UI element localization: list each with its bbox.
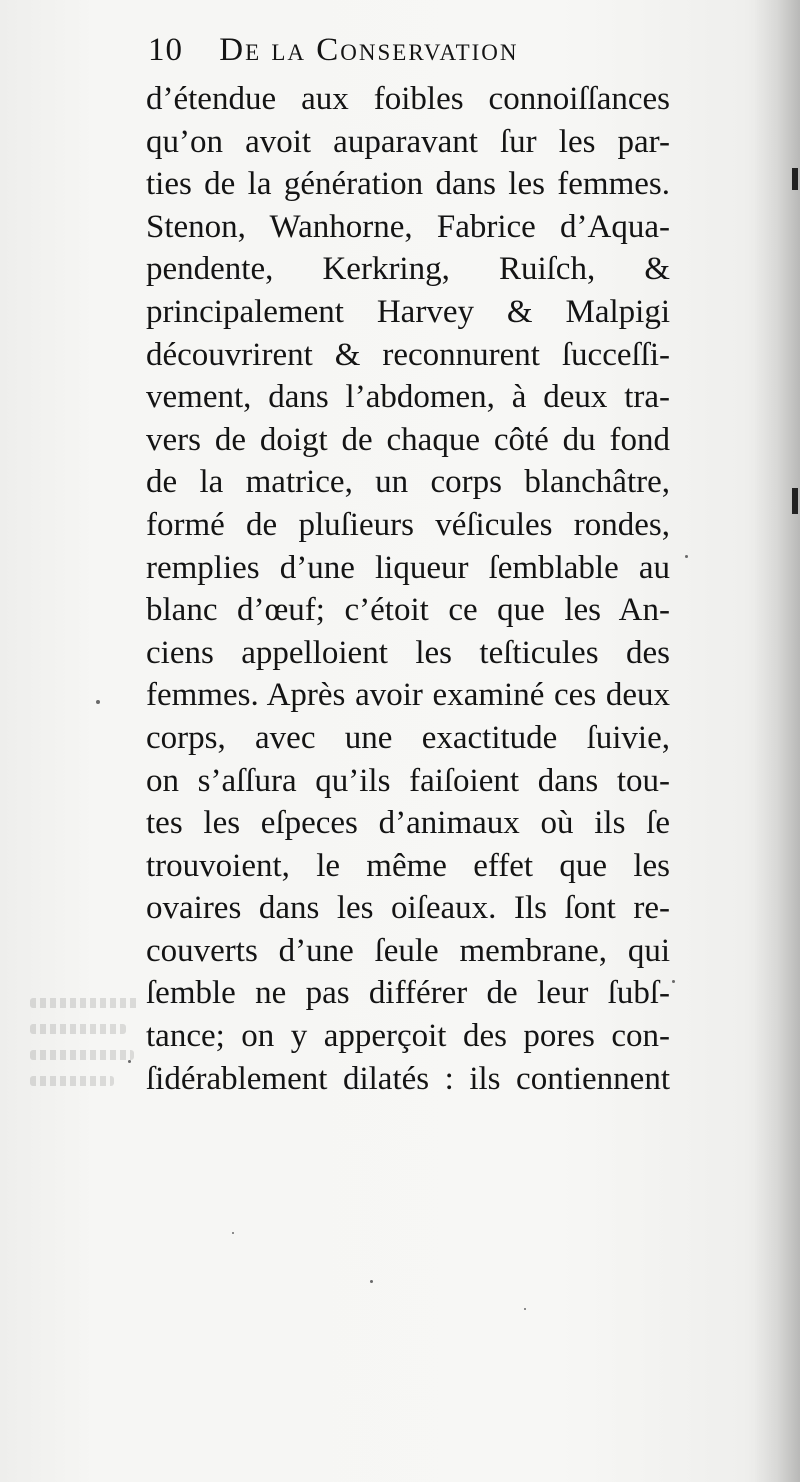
paper-speck [672,980,675,983]
text-line: découvrirent & reconnurent ſucceſſi- [146,336,670,373]
text-line: de la matrice, un corps blanchâtre, [146,464,670,501]
text-line: qu’on avoit auparavant ſur les par- [146,123,670,160]
text-line: formé de pluſieurs véſicules rondes, [146,506,670,543]
page-edge-shadow [754,0,800,1482]
text-line: trouvoient, le même effet que les [146,847,670,884]
show-through-mark [30,998,140,1008]
text-line: ſemble ne pas différer de leur ſubſ- [146,975,670,1012]
text-line: pendente, Kerkring, Ruiſch, & [146,251,670,288]
text-line: corps, avec une exactitude ſuivie, [146,719,670,756]
text-line: femmes. Après avoir examiné ces deux [146,677,670,714]
text-line: ſidérablement dilatés : ils contiennent [146,1060,670,1097]
text-line: vement, dans l’abdomen, à deux tra- [146,379,670,416]
text-line: couverts d’une ſeule membrane, qui [146,932,670,969]
show-through-mark [30,1076,114,1086]
paper-speck [128,1060,131,1063]
page-edge-mark [792,168,798,190]
show-through-mark [30,1050,134,1060]
body-text [146,78,670,1100]
text-line: tance; on y apperçoit des pores con- [146,1018,670,1055]
paper-speck [524,1308,526,1310]
paper-speck [370,1280,373,1283]
text-line: on s’aſſura qu’ils faiſoient dans tou- [146,762,670,799]
text-line: tes les eſpeces d’animaux où ils ſe [146,805,670,842]
text-line: Stenon, Wanhorne, Fabrice d’Aqua- [146,208,670,245]
show-through-mark [30,1024,126,1034]
paper-speck [96,700,100,704]
text-line: ovaires dans les oiſeaux. Ils ſont re- [146,890,670,927]
page-edge-mark [792,488,798,514]
paper-speck [685,555,688,558]
text-line: ciens appelloient les teſticules des [146,634,670,671]
text-line: d’étendue aux foibles connoiſſances [146,81,670,117]
text-line: remplies d’une liqueur ſemblable au [146,549,670,586]
paper-speck [232,1232,234,1234]
text-line: ties de la génération dans les femmes. [146,166,670,203]
running-title: De la Conservation [219,32,519,68]
page-number: 10 [148,32,183,68]
text-line: principalement Harvey & Malpigi [146,293,670,330]
page-header [148,28,668,72]
text-line: vers de doigt de chaque côté du fond [146,421,670,458]
text-line: blanc d’œuf; c’étoit ce que les An- [146,592,670,629]
